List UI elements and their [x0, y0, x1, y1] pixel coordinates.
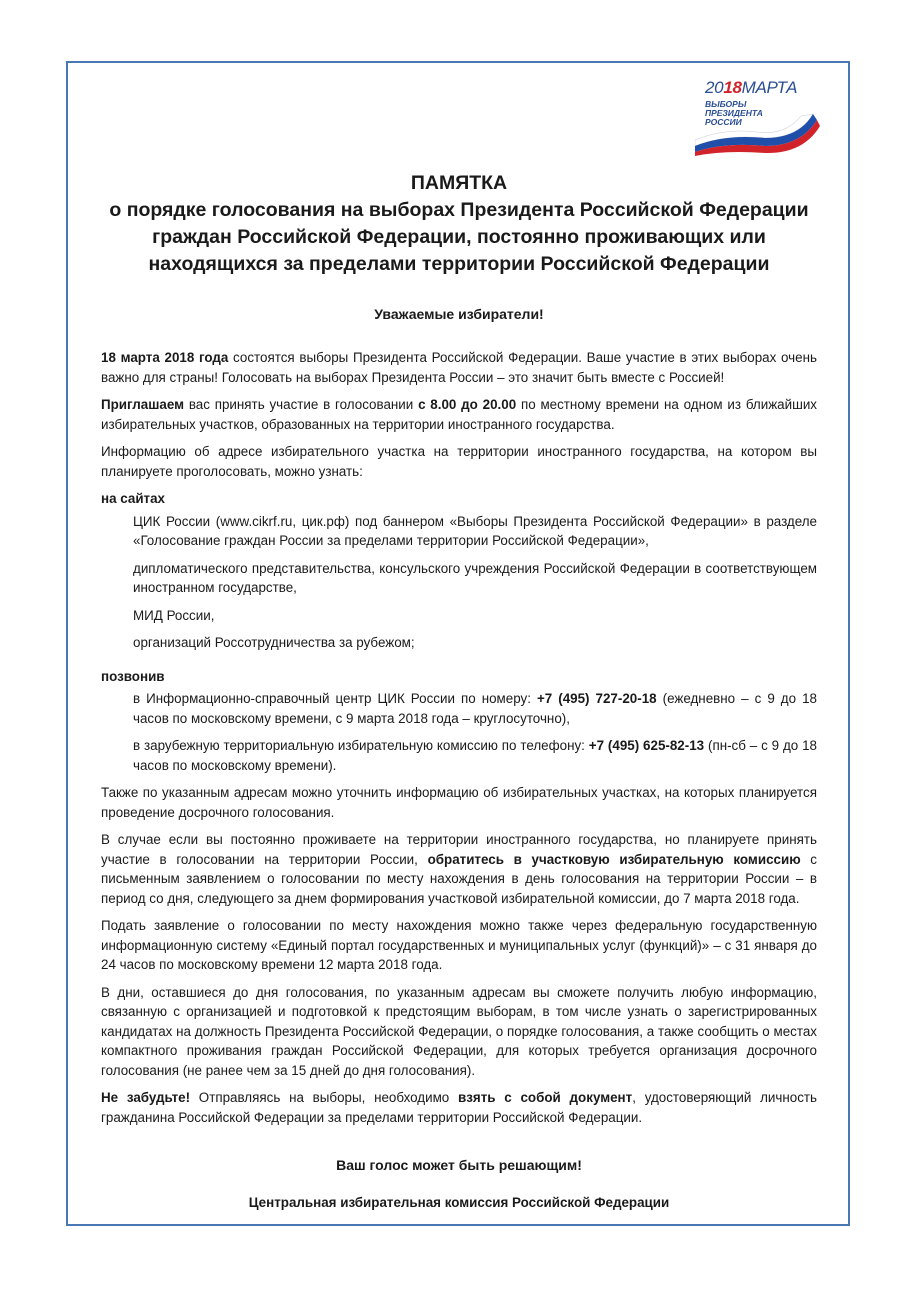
- memo-content: [101, 170, 817, 1210]
- paragraph-gosuslugi: Подать заявление о голосовании по месту нахождения можно также через федеральную государственную информационную систему «Единый портал государственных и муниципальных услуг (функций)» – с 31 января до 24 часов по московскому времени 12 марта 2018 года.: [101, 918, 817, 972]
- logo-date: 2018МАРТА: [705, 78, 798, 97]
- paragraph-reminder: Не забудьте! Отправляясь на выборы, необходимо взять с собой документ, удостоверяющий личность гражданина Российской Федерации за пределами территории Российской Федерации.: [101, 1090, 817, 1125]
- organization-signature: Центральная избирательная комиссия Российской Федерации: [248, 1195, 670, 1210]
- russian-flag-ribbon-icon: [695, 108, 820, 156]
- greeting: Уважаемые избиратели!: [374, 306, 544, 322]
- paragraph-info-sources: Информацию об адресе избирательного участка на территории иностранного государства, на котором вы планируете проголосовать, можно узнать:: [101, 444, 817, 479]
- calls-heading: позвонив: [101, 668, 165, 684]
- list-item-mid-site: МИД России,: [133, 607, 215, 623]
- list-item-commission-phone: в зарубежную территориальную избирательную комиссию по телефону: +7 (495) 625-82-13 (пн-сб – с 9 до 18 часов по московскому времени).: [133, 738, 817, 773]
- closing-slogan: Ваш голос может быть решающим!: [336, 1157, 582, 1173]
- list-item-rossotrudnichestvo-site: организаций Россотрудничества за рубежом;: [133, 635, 415, 650]
- election-logo: [695, 78, 820, 158]
- paragraph-early-voting: Также по указанным адресам можно уточнить информацию об избирательных участках, на которых планируется проведение досрочного голосования.: [101, 785, 817, 820]
- paragraph-election-date: 18 марта 2018 года состоятся выборы Президента Российской Федерации. Ваше участие в этих выборах очень важно для страны! Голосовать на выборах Президента России – это значит быть вместе с Россией!: [101, 350, 817, 385]
- list-item-info-center-phone: в Информационно-справочный центр ЦИК России по номеру: +7 (495) 727-20-18 (ежедневно – с 9 до 18 часов по московскому времени, с 9 марта 2018 года – круглосуточно),: [133, 691, 817, 726]
- logo-caption: ВЫБОРЫ ПРЕЗИДЕНТА РОССИИ: [705, 99, 763, 127]
- memo-title: ПАМЯТКА о порядке голосования на выборах Президента Российской Федерации граждан Российской Федерации, постоянно проживающих или находящихся за пределами территории Российской Федерации: [109, 172, 809, 275]
- paragraph-permanent-residents: В случае если вы постоянно проживаете на территории иностранного государства, но планируете принять участие в голосовании на территории России, обратитесь в участковую избирательную комиссию с письменным заявлением о голосовании по месту нахождения в день голосования на территории России – в период со дня, следующего за днем формирования участковой избирательной комиссии, до 7 марта 2018 года.: [101, 832, 818, 906]
- sites-heading: на сайтах: [101, 491, 165, 506]
- list-item-cik-site: ЦИК России (www.cikrf.ru, цик.рф) под баннером «Выборы Президента Российской Федерации» в разделе «Голосование граждан России за пределами территории Российской Федерации»,: [133, 513, 817, 548]
- paragraph-invitation: Приглашаем вас принять участие в голосовании с 8.00 до 20.00 по местному времени на одном из ближайших избирательных участков, образованных на территории иностранного государства.: [101, 397, 817, 432]
- list-item-diplomatic-site: дипломатического представительства, консульского учреждения Российской Федерации в соответствующем иностранном государстве,: [133, 560, 817, 595]
- paragraph-remaining-days: В дни, оставшиеся до дня голосования, по указанным адресам вы сможете получить любую информацию, связанную с организацией и подготовкой к предстоящим выборам, в том числе узнать о зарегистрированных кандидатах на должность Президента Российской Федерации, о порядке голосования, а также сообщить о местах компактного проживания граждан Российской Федерации, для которых требуется организация досрочного голосования (не ранее чем за 15 дней до дня голосования).: [101, 984, 817, 1078]
